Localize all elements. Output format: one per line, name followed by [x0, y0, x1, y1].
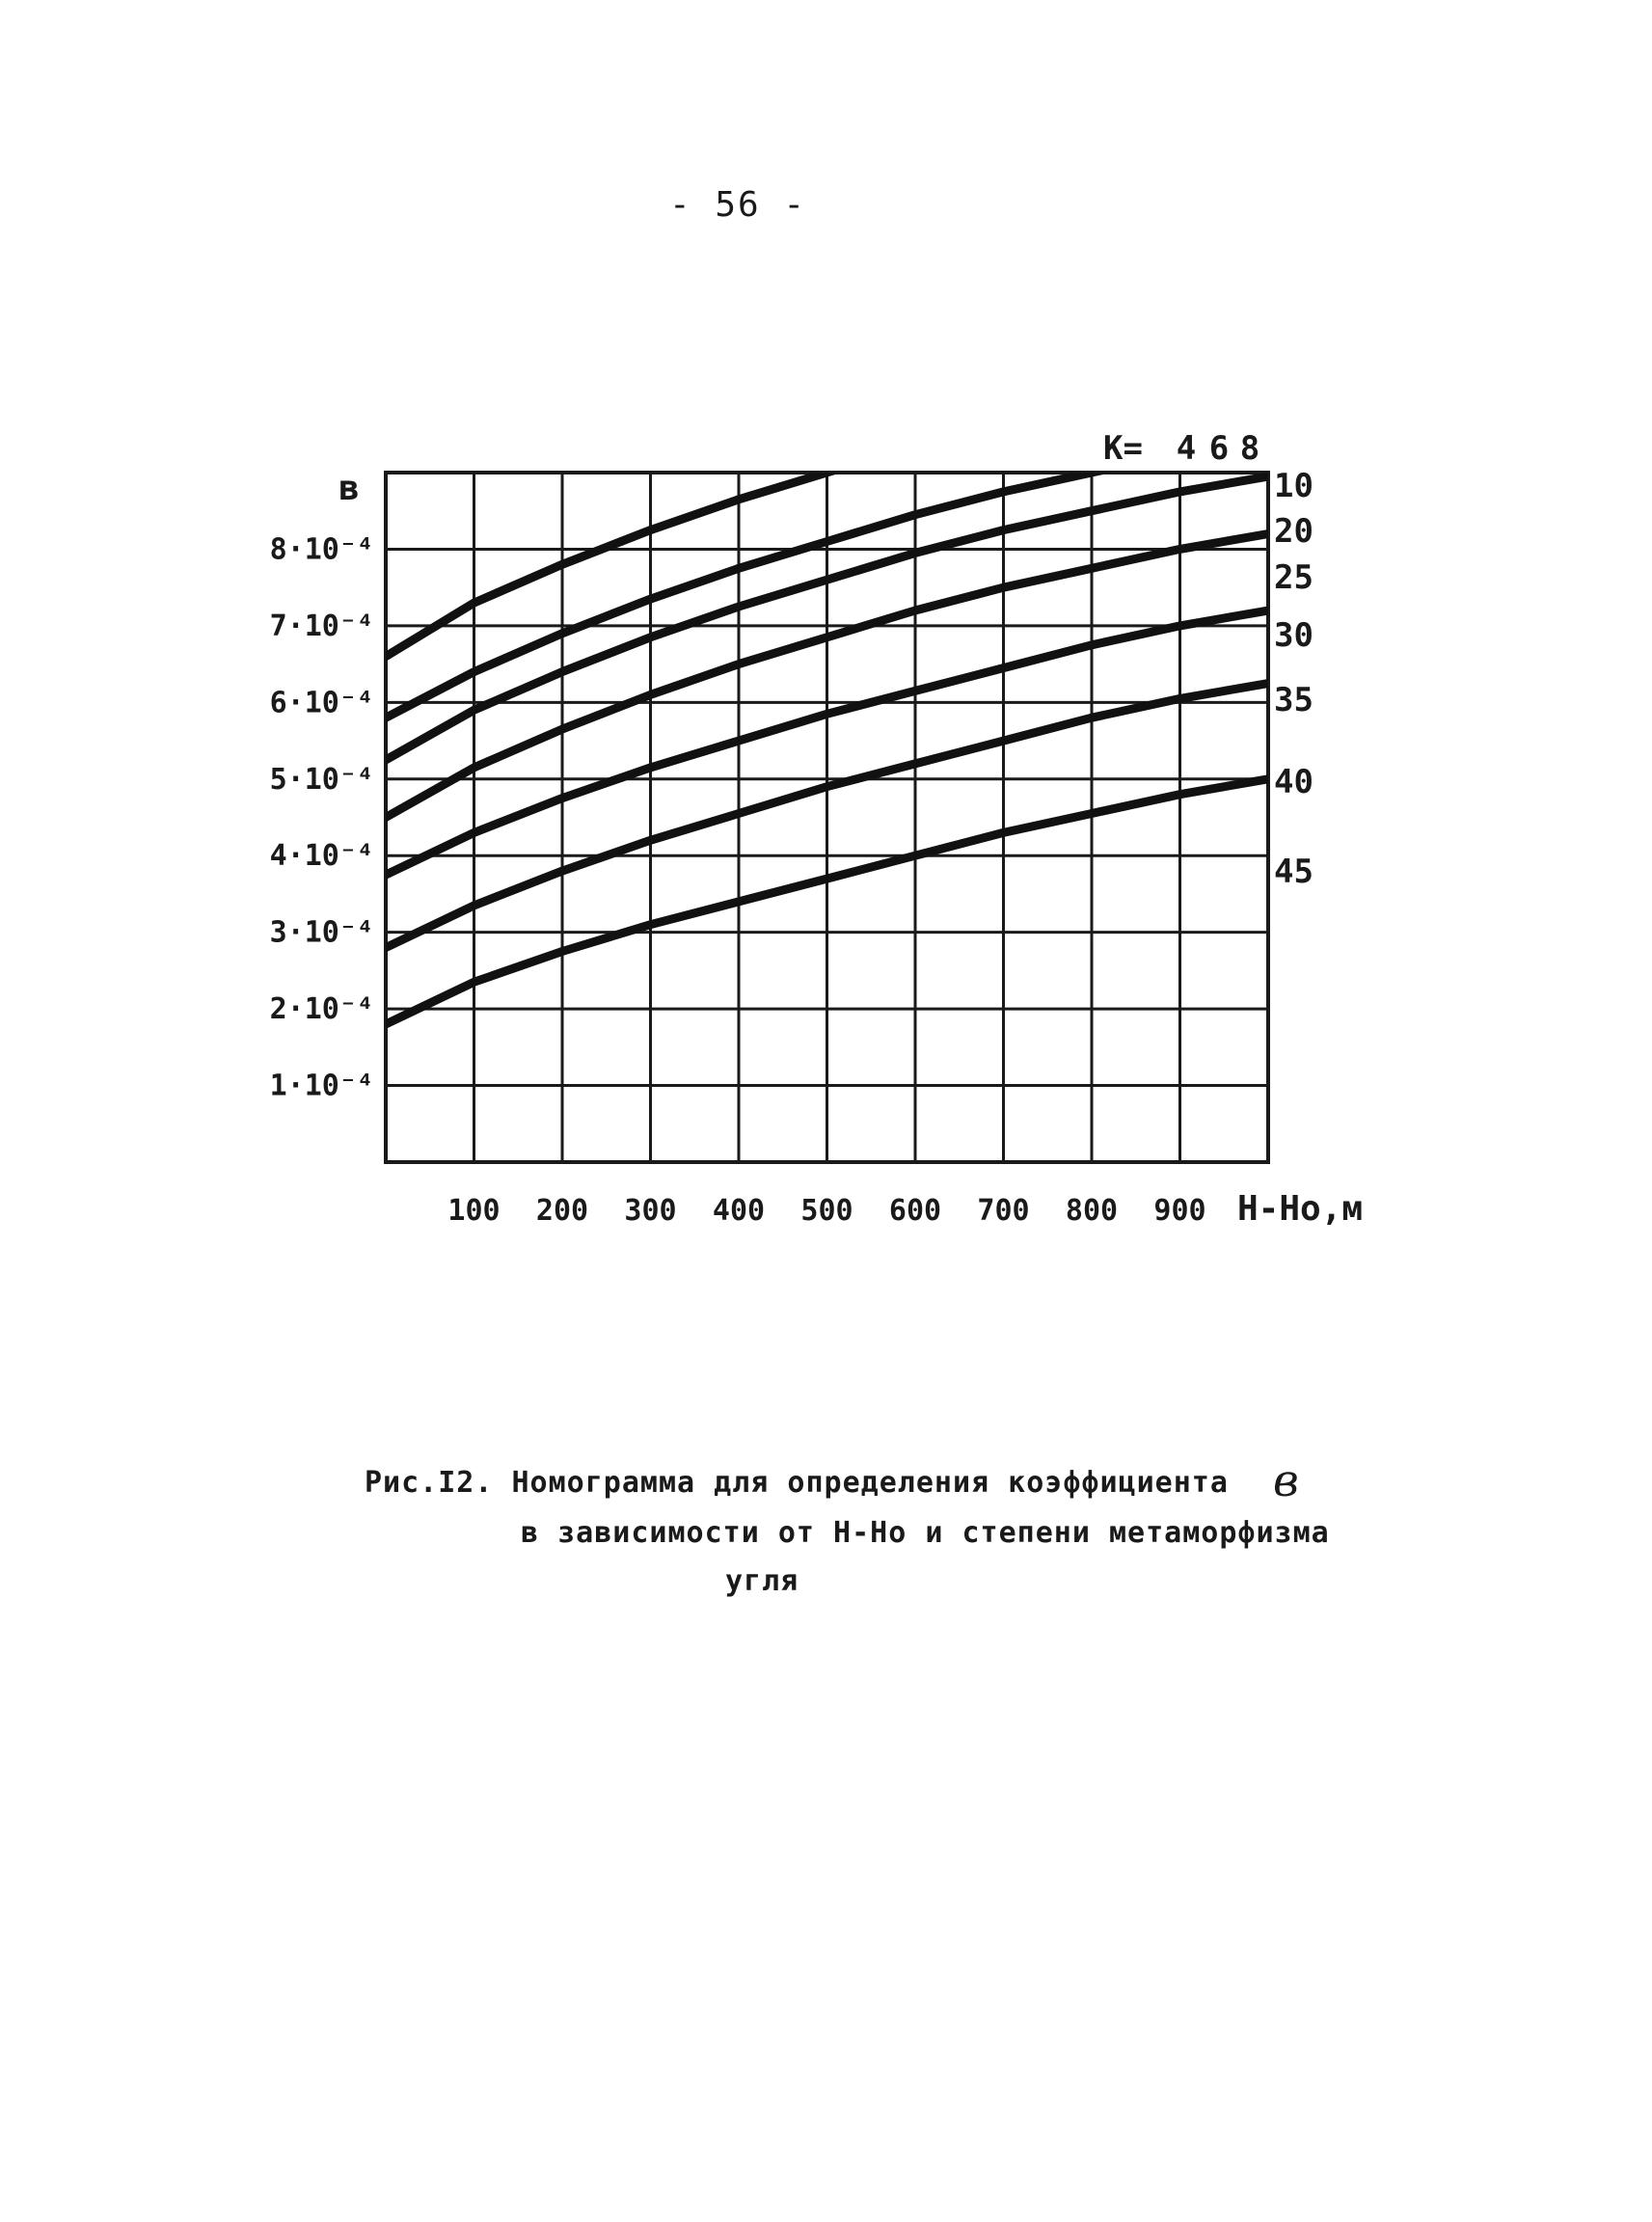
- y-tick-label: 3·10⁻⁴: [269, 915, 374, 950]
- x-tick-label: 300: [624, 1194, 677, 1228]
- caption-line-2: в зависимости от Н-Но и степени метаморфизма: [521, 1516, 1330, 1550]
- caption-line-3: угля: [725, 1564, 799, 1598]
- x-tick-label: 200: [535, 1194, 589, 1228]
- x-tick-label: 100: [447, 1194, 501, 1228]
- caption-line-1: Рис.I2. Номограмма для определения коэффициента: [365, 1466, 1229, 1500]
- curve-label-45: 45: [1274, 853, 1313, 891]
- x-tick-label: 500: [800, 1194, 853, 1228]
- y-tick-label: 7·10⁻⁴: [269, 609, 374, 643]
- curve-label-10: 10: [1274, 467, 1313, 505]
- curve-label-20: 20: [1274, 512, 1313, 551]
- y-tick-label: 8·10⁻⁴: [269, 532, 374, 567]
- x-tick-label: 400: [712, 1194, 766, 1228]
- caption-symbol: в: [1273, 1454, 1299, 1506]
- y-tick-label: 4·10⁻⁴: [269, 839, 374, 874]
- k-header: [1103, 429, 1259, 468]
- x-tick-label: 600: [888, 1194, 942, 1228]
- x-tick-label: 800: [1065, 1194, 1119, 1228]
- x-tick-labels: [447, 1194, 1205, 1228]
- y-tick-label: 6·10⁻⁴: [269, 686, 374, 720]
- y-axis-label: в: [339, 469, 360, 508]
- k-header-value: 6: [1208, 429, 1230, 468]
- y-tick-label: 1·10⁻⁴: [269, 1069, 374, 1103]
- x-tick-label: 900: [1153, 1194, 1206, 1228]
- curve-label-35: 35: [1274, 681, 1313, 719]
- k-header-label: К=: [1103, 429, 1143, 468]
- curve-label-30: 30: [1274, 616, 1313, 655]
- y-tick-labels: [270, 532, 374, 1102]
- page-number: - 56 -: [668, 185, 807, 225]
- curve-label-40: 40: [1274, 763, 1313, 801]
- y-tick-label: 2·10⁻⁴: [269, 992, 374, 1027]
- curve-label-25: 25: [1274, 558, 1313, 597]
- curve-labels: [1274, 467, 1313, 891]
- x-axis-label: H-Ho,м: [1237, 1189, 1364, 1229]
- k-header-value: 8: [1239, 429, 1260, 468]
- y-tick-label: 5·10⁻⁴: [269, 762, 374, 797]
- k-header-value: 4: [1176, 429, 1197, 468]
- x-tick-label: 700: [977, 1194, 1030, 1228]
